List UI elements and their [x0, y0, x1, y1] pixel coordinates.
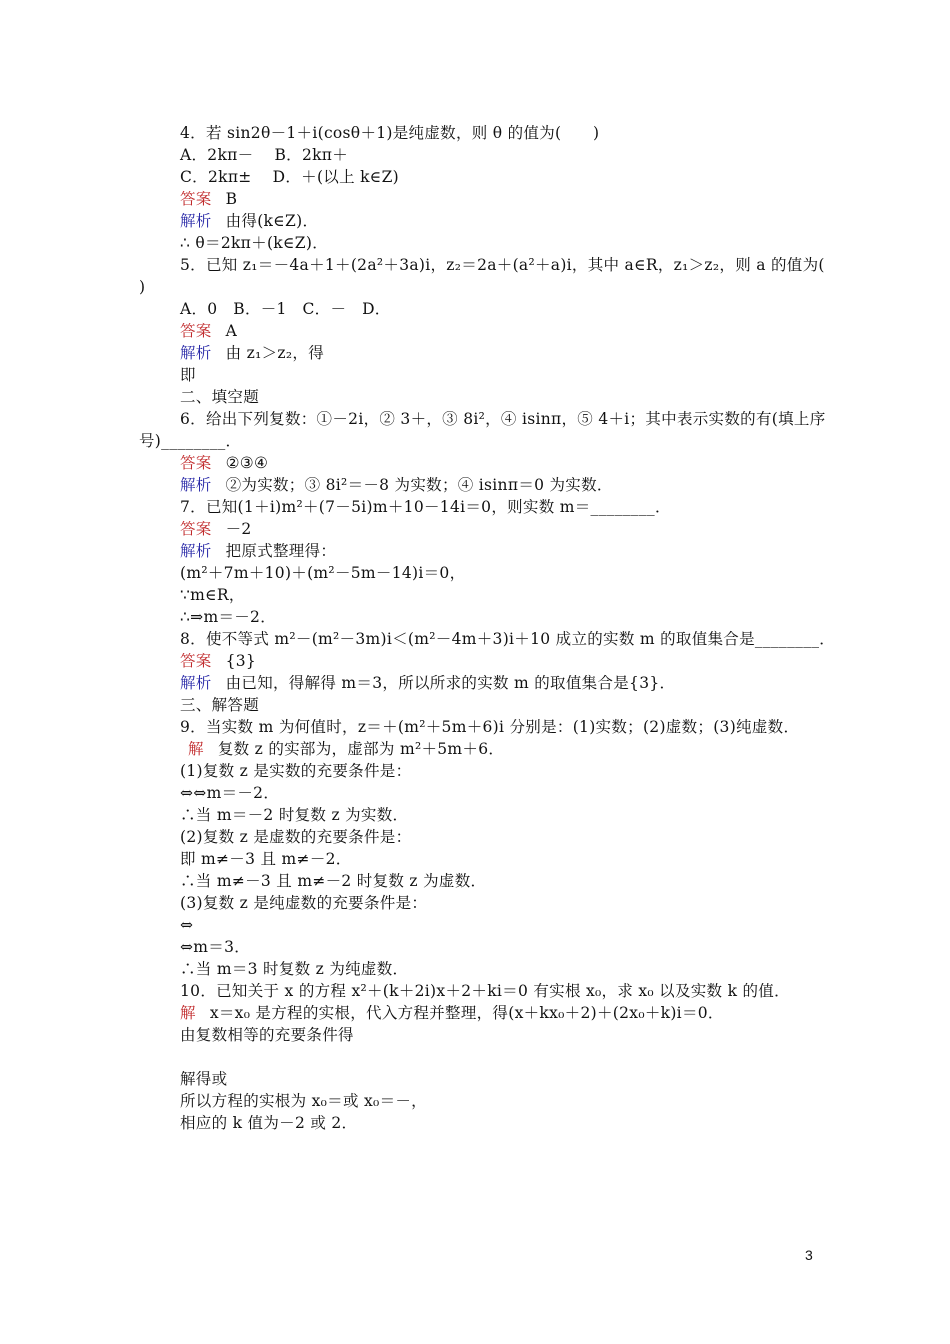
q9-l6: ∴当 m≠－3 且 m≠－2 时复数 z 为虚数． — [180, 872, 487, 890]
q9-l10: ∴当 m＝3 时复数 z 为纯虚数． — [180, 960, 409, 978]
answer-label: 答案 — [180, 520, 212, 538]
section-title-solve: 三、解答题 — [180, 696, 260, 714]
q4-stem: 4．若 sin2θ－1＋i(cosθ＋1)是纯虚数，则 θ 的值为( ) — [180, 124, 600, 142]
solution-label: 解 — [180, 1004, 196, 1022]
q4-analysis-row — [180, 211, 318, 231]
q9-solution-row — [180, 739, 504, 759]
q10-stem: 10．已知关于 x 的方程 x²＋(k＋2i)x＋2＋ki＝0 有实根 x₀，求 x₀ 以及实数 k 的值． — [180, 982, 790, 1000]
solution-label: 解 — [188, 740, 204, 758]
q4-options-cd: C．2kπ± D．＋(以上 k∈Z) — [180, 168, 399, 186]
q7-answer: －2 — [225, 520, 252, 538]
q7-analysis: 把原式整理得： — [225, 542, 337, 560]
q5-stem: 5．已知 z₁＝－4a＋1＋(2a²＋3a)i，z₂＝2a＋(a²＋a)i，其中 a∈R，z₁＞z₂，则 a 的值为( — [180, 256, 825, 274]
q9-solution: 复数 z 的实部为，虚部为 m²＋5m＋6． — [217, 740, 505, 758]
q8-answer: {3} — [225, 652, 257, 670]
q6-answer: ②③④ — [225, 454, 269, 472]
analysis-label: 解析 — [180, 212, 212, 230]
q10-l3: 所以方程的实根为 x₀＝或 x₀＝－， — [180, 1092, 427, 1110]
q6-stem-tail: 号)________． — [139, 432, 242, 450]
q10-l1: 由复数相等的充要条件得 — [180, 1026, 354, 1044]
analysis-label: 解析 — [180, 476, 212, 494]
q4-analysis: 由得(k∈Z)． — [225, 212, 319, 230]
answer-label: 答案 — [180, 454, 212, 472]
q10-l4: 相应的 k 值为－2 或 2． — [180, 1114, 358, 1132]
q6-stem: 6．给出下列复数：①－2i，② 3＋，③ 8i²，④ isinπ，⑤ 4＋i；其中表示实数的有(填上序 — [180, 410, 826, 428]
q8-analysis-row — [180, 673, 675, 693]
q8-answer-row — [180, 651, 256, 671]
page-number: 3 — [805, 1247, 813, 1263]
q7-analysis-row — [180, 541, 336, 561]
q9-l7: (3)复数 z 是纯虚数的充要条件是： — [180, 894, 428, 912]
q6-answer-row — [180, 453, 268, 473]
q7-line3: ∴⇒m＝－2． — [180, 608, 277, 626]
q5-analysis: 由 z₁＞z₂，得 — [225, 344, 324, 362]
q5-analysis-row — [180, 343, 324, 363]
section-title-fill-blank: 二、填空题 — [180, 388, 260, 406]
analysis-label: 解析 — [180, 674, 212, 692]
q8-stem: 8．使不等式 m²－(m²－3m)i＜(m²－4m＋3)i＋10 成立的实数 m 的取值集合是________． — [180, 630, 836, 648]
q7-stem: 7．已知(1＋i)m²＋(7－5i)m＋10－14i＝0，则实数 m＝________． — [180, 498, 671, 516]
q5-stem-tail: ) — [139, 278, 146, 296]
q9-l5: 即 m≠－3 且 m≠－2． — [180, 850, 352, 868]
q6-analysis-row — [180, 475, 613, 495]
q9-l3: ∴当 m＝－2 时复数 z 为实数． — [180, 806, 409, 824]
q9-l4: (2)复数 z 是虚数的充要条件是： — [180, 828, 412, 846]
q10-solution: x＝x₀ 是方程的实根，代入方程并整理，得(x＋kx₀＋2)＋(2x₀＋k)i＝0． — [209, 1004, 724, 1022]
q9-l1: (1)复数 z 是实数的充要条件是： — [180, 762, 412, 780]
q4-answer-row — [180, 189, 237, 209]
q5-answer: A — [225, 322, 238, 340]
q5-ji: 即 — [180, 366, 196, 384]
q9-l8: ⇔ — [180, 916, 194, 934]
answer-label: 答案 — [180, 322, 212, 340]
q6-analysis: ②为实数；③ 8i²＝－8 为实数；④ isinπ＝0 为实数． — [225, 476, 613, 494]
analysis-label: 解析 — [180, 542, 212, 560]
q7-line2: ∵m∈R， — [180, 586, 245, 604]
q9-l9: ⇔m＝3． — [180, 938, 251, 956]
analysis-label: 解析 — [180, 344, 212, 362]
answer-label: 答案 — [180, 190, 212, 208]
q10-solution-row — [180, 1003, 724, 1023]
q4-therefore: ∴ θ＝2kπ＋(k∈Z)． — [180, 234, 328, 252]
answer-label: 答案 — [180, 652, 212, 670]
q4-answer: B — [225, 190, 238, 208]
q5-answer-row — [180, 321, 237, 341]
q7-line1: (m²＋7m＋10)＋(m²－5m－14)i＝0， — [180, 564, 466, 582]
q10-l2: 解得或 — [180, 1070, 228, 1088]
q8-analysis: 由已知，得解得 m＝3，所以所求的实数 m 的取值集合是{3}． — [225, 674, 676, 692]
q5-options: A．0 B．－1 C．－ D． — [180, 300, 391, 318]
q4-options-ab: A．2kπ－ B．2kπ＋ — [180, 146, 349, 164]
q9-stem: 9．当实数 m 为何值时，z＝＋(m²＋5m＋6)i 分别是：(1)实数；(2)虚数；(3)纯虚数． — [180, 718, 800, 736]
q7-answer-row — [180, 519, 252, 539]
q9-l2: ⇔⇔m＝－2． — [180, 784, 280, 802]
